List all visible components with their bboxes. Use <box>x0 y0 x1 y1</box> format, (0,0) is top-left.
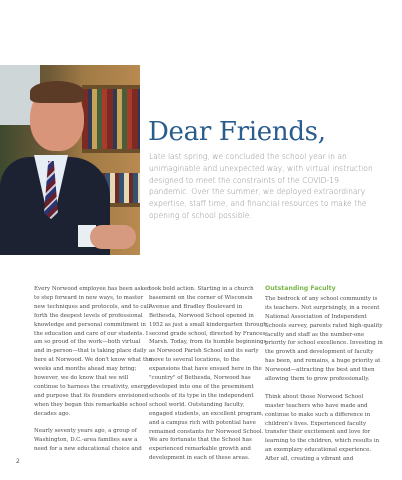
photo-bookshelf <box>82 85 140 153</box>
photo-hair <box>30 81 84 103</box>
text-column-3 <box>265 285 383 473</box>
photo-hand <box>90 225 136 249</box>
section-heading-outstanding-faculty: Outstanding Faculty <box>265 285 336 292</box>
head-of-school-photo <box>0 65 140 255</box>
column-3-paragraph-2: Think about those Norwood School master teachers who have made and continue to make such a difference in children's lives. Experienced faculty transfer their excitement and love for learning to the children, which results in an exemplary educational experience. After all, creating a vibrant and <box>265 393 380 463</box>
column-2-paragraph-1: took bold action. Starting in a church basement on the corner of Wisconsin Avenue and Bradley Boulevard in Bethesda, Norwood School opened in 1952 as just a small kindergarten through second grade school, directed by Frances Marsh. Today, from its humble beginnings as Norwood Parish School and its early move to several locations, to the expansions that have ensued here in the "country" of Bethesda, Norwood has developed into one of the preeminent schools of its type in the independent school world. Outstanding faculty, engaged students, an excellent program, and a campus rich with potential have remained constants for Norwood School. We are fortunate that the School has experienced remarkable growth and development in each of these areas. <box>149 286 267 462</box>
column-3-paragraph-1: The bedrock of any school community is its teachers. Not surprisingly, in a recent National Association of Independent Schools survey, parents rated high-quality faculty and staff as the number-one priority for school excellence. Investing in the growth and development of faculty has been, and remains, a huge priority at Norwood—attracting the best and then allowing them to grow professionally. <box>265 295 383 383</box>
text-column-1 <box>34 285 152 463</box>
text-column-2 <box>149 285 267 472</box>
intro-paragraph: Late last spring, we concluded the school year in an unimaginable and unexpected way, with virtual instruction designed to meet the constraints of the COVID-19 pandemic. Over the summer, we deployed extraordinary expertise, staff time, and financial resources to make the opening of school possible. <box>149 152 373 220</box>
page-number: 2 <box>16 458 20 465</box>
column-1-paragraph-1: Every Norwood employee has been asked to step forward in new ways, to master new techniques and protocols, and to call forth the deepest levels of professional knowledge and personal commitment in the education and care of our students. I am so proud of the work—both virtual and in-person—that is taking place daily here at Norwood. We don't know what the weeks and months ahead may bring; however, we do know that we will continue to harness the creativity, energy, and purpose that its founders envisioned when they began this remarkable school decades ago. <box>34 286 152 417</box>
column-1-paragraph-2: Nearly seventy years ago, a group of Washington, D.C.-area families saw a need for a new educational choice and <box>34 428 142 453</box>
letter-heading: Dear Friends, <box>148 117 326 147</box>
